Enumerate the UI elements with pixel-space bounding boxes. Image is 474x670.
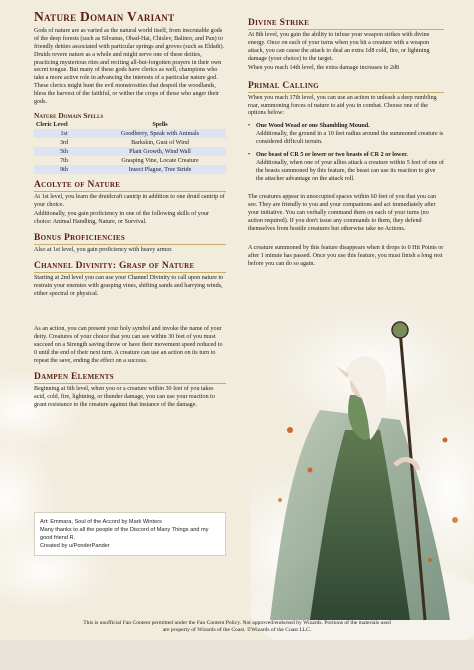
table-row (34, 147, 226, 156)
table-row (34, 165, 226, 174)
fan-content-footer (30, 620, 444, 634)
acolyte-text-1: At 1st level, you learn the druidcraft cantrip in addition to one druid cantrip of your choice. (34, 194, 225, 208)
spells-table (34, 121, 226, 174)
intro-text: Gods of nature are as varied as the natural world itself, from inscrutable gods of the deep forests (such as Silvanus, Obad-Hai, Chislev, Balinor, and Pan) to friendly deities associated with particular springs and groves (such as Eldath). Druids revere nature as a whole and might serve one of these deities, practicing mysterious rites and reciting all-but-forgotten prayers in their own secret tongue. But many of these gods have clerics as well, champions who take a more active role in advancing the interests of a particular nature god. These clerics might hunt the evil monstrosities that despoil the woodlands, bless the harvest of the faithful, or wither the crops of those who anger their gods. (34, 27, 225, 106)
credit-line-art: Art: Emmara, Soul of the Accord by Mark Winters (40, 519, 162, 525)
cell-spells: Insect Plague, Tree Stride (94, 165, 226, 174)
option-name: One Wood Woad or one Shambling Mound. (256, 123, 370, 130)
bonus-heading: Bonus Proficiencies (34, 233, 226, 245)
cell-spells: Plant Growth, Wind Wall (94, 147, 226, 156)
col-cleric-level: Cleric Level (36, 122, 68, 129)
cell-level: 1st (34, 129, 94, 138)
table-row (34, 138, 226, 147)
art-credit-box (34, 512, 226, 556)
option-text: Additionally, the ground in a 10 feet radius around the summoned creature is considered difficult terrain. (256, 131, 444, 146)
option-text: Additionally, when one of your allies attack a creature within 5 feet of one of the beasts summoned by this feature, the beast can use its reaction to give the attacker advantage on the attack roll. (256, 160, 444, 182)
divine-heading: Divine Strike (248, 18, 444, 30)
cell-spells: Goodberry, Speak with Animals (94, 129, 226, 138)
page-title: Nature Domain Variant (34, 9, 175, 24)
dampen-text: Beginning at 6th level, when you or a creature within 30 feet of you takes acid, cold, fire, lightning, or thunder damage, you can use your reaction to grant resistance to the creature against that instance of the damage. (34, 386, 215, 408)
primal-options-list (248, 123, 444, 183)
divine-text-2: When you reach 14th level, the extra damage increases to 2d8 (248, 64, 400, 71)
col-spells: Spells (152, 122, 168, 129)
list-item (248, 152, 444, 184)
cell-level: 7th (60, 157, 68, 164)
divine-text-1: At 8th level, you gain the ability to infuse your weapon strikes with divine energy. Once on each of your turns when you hit a creature with a weapon attack, you can cause the attack to deal an extra 1d8 cold, fire, or lightning damage (your choice) to the target. (248, 32, 430, 62)
cell-spells: Barkskin, Gust of Wind (131, 139, 189, 146)
channel-text-1: Starting at 2nd level you can use your Channel Divinity to call upon nature to restrain your enemies with grasping vines, shifting sands and harrying winds, either spectral or physical. (34, 274, 224, 297)
dampen-heading: Dampen Elements (34, 372, 226, 384)
acolyte-heading: Acolyte of Nature (34, 180, 226, 192)
channel-text-2: As an action, you can present your holy symbol and invoke the name of your deity. Creatures of your choice that you can see within 30 feet of you must succeed on a Strength saving throw or have their movement speed reduced to 0 until the end of their next turn. A creature can use an action on its turn to repeat the save, ending the effect on a success. (34, 326, 223, 365)
bonus-text: Also at 1st level, you gain proficiency with heavy armor. (34, 246, 173, 253)
credit-line-author: Created by u/PonderPander (40, 543, 110, 550)
table-row (34, 156, 226, 165)
footer-line-2: are property of Wizards of the Coast. ©Wizards of the Coast LLC. (162, 626, 312, 633)
primal-text-2: The creatures appear in unoccupied spaces within 60 feet of you that you can see. They are friendly to you and your companions and act immediately after your initiative. You can verbally command them on each of your turns (no action required). If you don't issue any commands to them, they defend themselves from hostile creatures but otherwise take no Actions. (248, 193, 436, 232)
acolyte-text-2: Additionally, you gain proficiency in one of the following skills of your choice: Animal Handling, Nature, or Survival. (34, 210, 209, 225)
option-name: One beast of CR 5 or lower or two beasts of CR 2 or lower. (256, 152, 408, 159)
primal-heading: Primal Calling (248, 81, 444, 93)
right-column (248, 10, 444, 270)
cell-level: 5th (34, 147, 94, 156)
left-column (34, 10, 226, 411)
credit-line-thanks: Many thanks to all the people of the Discord of Many Things and my good friend R. (40, 527, 209, 542)
primal-text-1: When you reach 17th level, you can use an action to unleash a deep rumbling roar, summoning forces of nature to aid you in combat. Choose one of the options below: (248, 94, 437, 117)
elf-cleric-illustration (250, 290, 474, 640)
channel-heading: Channel Divinity: Grasp of Nature (34, 261, 226, 273)
primal-text-3: A creature summoned by this feature disappears when it drops to 0 Hit Points or after 1 minute has passed. Once you use this feature, you must finish a long rest before you can do so again. (248, 245, 444, 268)
list-item (248, 123, 444, 147)
table-row (34, 129, 226, 138)
cell-level: 9th (34, 165, 94, 174)
footer-line-1: This is unofficial Fan Content permitted under the Fan Content Policy. Not approved/endorsed by Wizards. Portions of the materials used (83, 620, 391, 626)
cell-level: 3rd (59, 139, 69, 146)
spells-heading: Nature Domain Spells (34, 111, 104, 121)
page-margin (0, 640, 474, 670)
cell-spells: Grasping Vine, Locate Creature (121, 157, 199, 164)
